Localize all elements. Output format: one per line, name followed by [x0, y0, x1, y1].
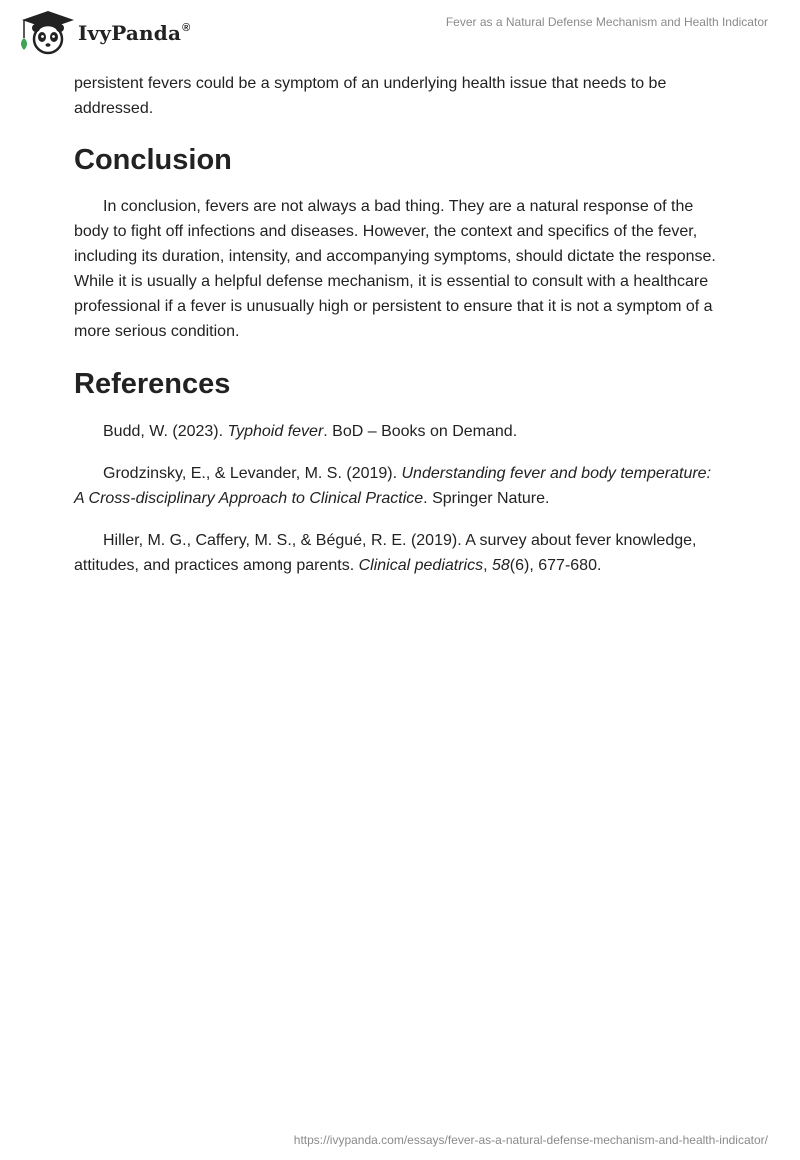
document-body [74, 71, 724, 595]
ivypanda-logo[interactable] [14, 8, 190, 56]
conclusion-paragraph: In conclusion, fevers are not always a bad thing. They are a natural response of the body to fight off infections and diseases. However, the context and specifics of the fever, including its duration, intensity, and accompanying symptoms, should dictate the response. While it is usually a helpful defense mechanism, it is essential to consult with a healthcare professional if a fever is unusually high or persistent to ensure that it is not a symptom of a more serious condition. [74, 198, 716, 340]
document-title: Fever as a Natural Defense Mechanism and Health Indicator [445, 15, 768, 29]
reference-item: Grodzinsky, E., & Levander, M. S. (2019). Understanding fever and body temperature: A Cross-disciplinary Approach to Clinical Practice. Springer Nature. [74, 465, 712, 507]
conclusion-heading: Conclusion [74, 144, 232, 176]
panda-graduate-icon [14, 8, 76, 56]
reference-item: Budd, W. (2023). Typhoid fever. BoD – Books on Demand. [103, 423, 518, 440]
reference-item: Hiller, M. G., Caffery, M. S., & Bégué, R. E. (2019). A survey about fever knowledge, attitudes, and practices among parents. Clinical pediatrics, 58(6), 677-680. [74, 532, 697, 574]
brand-name: IvyPanda® [78, 21, 191, 45]
references-heading: References [74, 368, 231, 400]
intro-paragraph: persistent fevers could be a symptom of an underlying health issue that needs to be addressed. [74, 75, 667, 117]
source-url-link[interactable]: https://ivypanda.com/essays/fever-as-a-natural-defense-mechanism-and-health-indicator/ [293, 1133, 768, 1147]
